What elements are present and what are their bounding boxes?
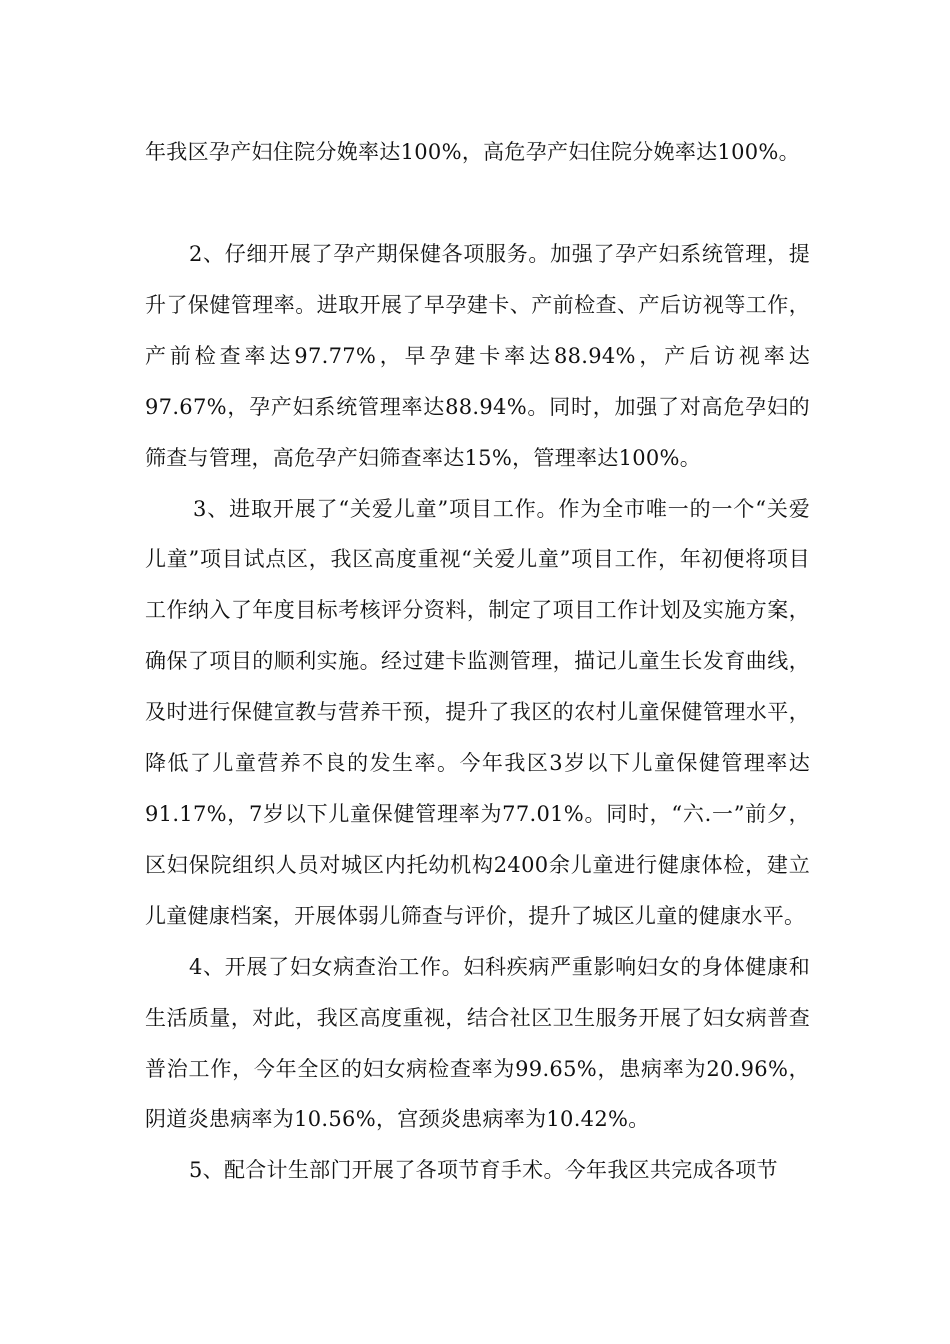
paragraph-group xyxy=(145,229,810,1196)
paragraph-4-womens-disease: 4、开展了妇女病查治工作。妇科疾病严重影响妇女的身体健康和生活质量，对此，我区高度重视，结合社区卫生服务开展了妇女病普查普治工作，今年全区的妇女病检查率为99.65%，患病率为20.96%，阴道炎患病率为10.56%，宫颈炎患病率为10.42%。 xyxy=(145,954,810,1132)
paragraph-continuation xyxy=(145,127,810,178)
paragraph-5-contraception: 5、配合计生部门开展了各项节育手术。今年我区共完成各项节 xyxy=(189,1158,778,1183)
paragraph-3-child-care: 3、进取开展了“关爱儿童”项目工作。作为全市唯一的一个“关爱儿童”项目试点区，我区高度重视“关爱儿童”项目工作，年初便将项目工作纳入了年度目标考核评分资料，制定了项目工作计划及实施方案，确保了项目的顺利实施。经过建卡监测管理，描记儿童生长发育曲线，及时进行保健宣教与营养干预，提升了我区的农村儿童保健管理水平，降低了儿童营养不良的发生率。今年我区3岁以下儿童保健管理率达91.17%，7岁以下儿童保健管理率为77.01%。同时，“六.一”前夕，区妇保院组织人员对城区内托幼机构2400余儿童进行健康体检，建立儿童健康档案，开展体弱儿筛查与评价，提升了城区儿童的健康水平。 xyxy=(145,496,810,928)
paragraph-2-prenatal-care: 2、仔细开展了孕产期保健各项服务。加强了孕产妇系统管理，提升了保健管理率。进取开展了早孕建卡、产前检查、产后访视等工作，产前检查率达97.77%，早孕建卡率达88.94%，产后访视率达97.67%，孕产妇系统管理率达88.94%。同时，加强了对高危孕妇的筛查与管理，高危孕产妇筛查率达15%，管理率达100%。 xyxy=(145,242,810,470)
paragraph-1: 年我区孕产妇住院分娩率达100%，高危孕产妇住院分娩率达100%。 xyxy=(145,140,800,164)
